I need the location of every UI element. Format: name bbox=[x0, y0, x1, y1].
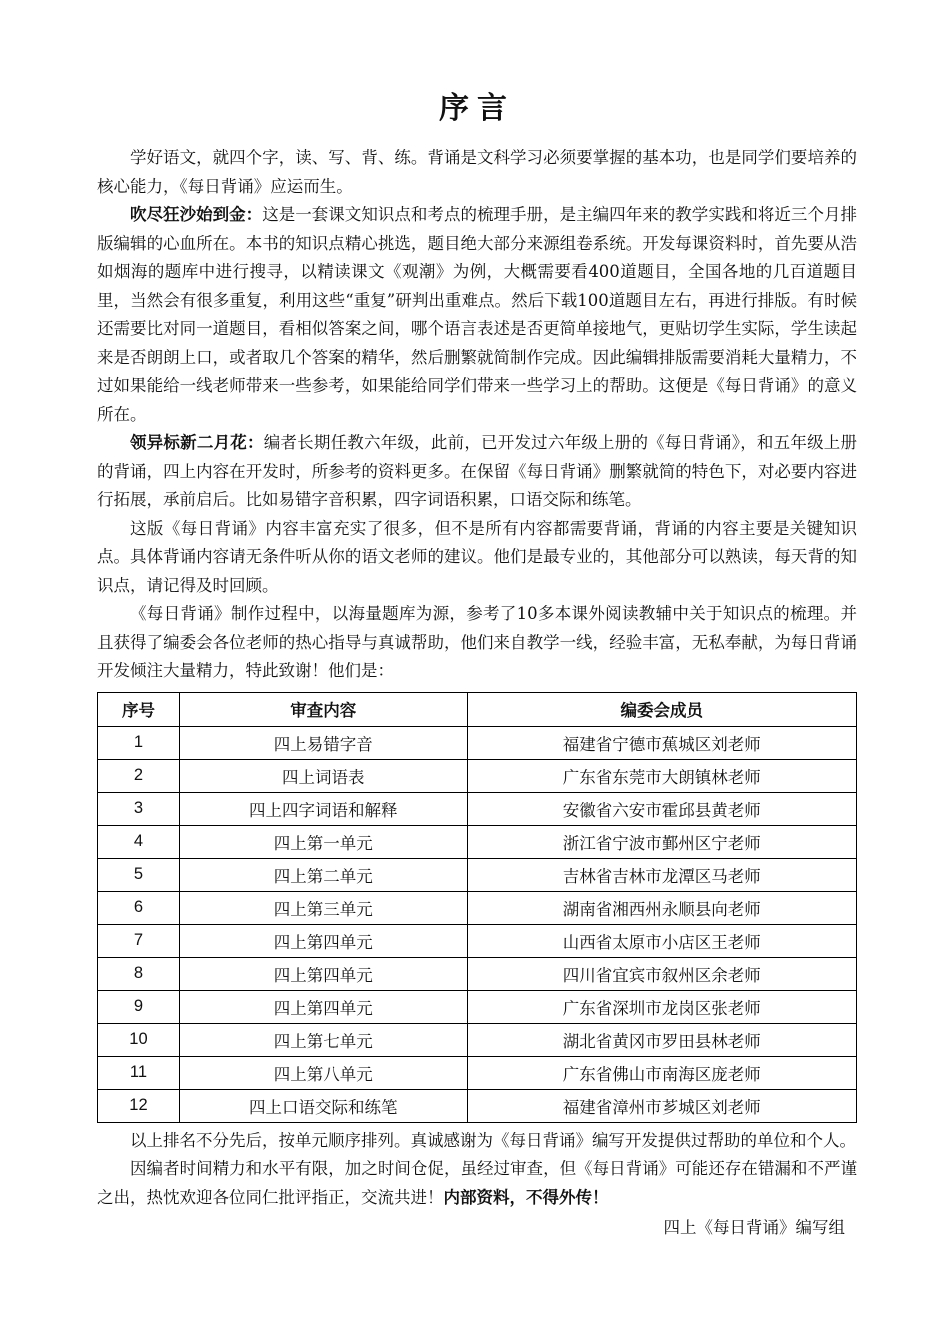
table-row bbox=[98, 1023, 857, 1056]
paragraph-innovation bbox=[97, 429, 857, 515]
committee-table bbox=[97, 692, 857, 1123]
table-row bbox=[98, 891, 857, 924]
paragraph-innovation-body: 编者长期任教六年级，此前，已开发过六年级上册的《每日背诵》，和五年级上册的背诵，四上内容在开发时，所参考的资料更多。在保留《每日背诵》删繁就简的特色下，对必要内容进行拓展，承前启后。比如易错字音积累，四字词语积累，口语交际和练笔。 bbox=[97, 433, 858, 509]
intro-paragraph: 学好语文，就四个字，读、写、背、练。背诵是文科学习必须要掌握的基本功，也是同学们要培养的核心能力，《每日背诵》应运而生。 bbox=[97, 148, 857, 196]
cell-member: 广东省深圳市龙岗区张老师 bbox=[467, 990, 856, 1023]
cell-index: 9 bbox=[98, 990, 180, 1023]
cell-member: 吉林省吉林市龙潭区马老师 bbox=[467, 858, 856, 891]
cell-content: 四上第四单元 bbox=[179, 957, 467, 990]
page-title: 序言 bbox=[439, 91, 515, 126]
cell-member: 湖南省湘西州永顺县向老师 bbox=[467, 891, 856, 924]
paragraph-origin bbox=[97, 201, 857, 429]
table-row bbox=[98, 990, 857, 1023]
cell-content: 四上第三单元 bbox=[179, 891, 467, 924]
cell-index: 12 bbox=[98, 1089, 180, 1122]
paragraph-thanks: 《每日背诵》制作过程中，以海量题库为源，参考了10多本课外阅读教辅中关于知识点的梳理。并且获得了编委会各位老师的热心指导与真诚帮助，他们来自教学一线，经验丰富，无私奉献，为每日背诵开发倾注大量精力，特此致谢！他们是： bbox=[97, 604, 857, 680]
header-content: 审查内容 bbox=[179, 692, 467, 726]
table-row bbox=[98, 858, 857, 891]
cell-content: 四上第二单元 bbox=[179, 858, 467, 891]
table-body bbox=[98, 726, 857, 1122]
table-row bbox=[98, 726, 857, 759]
cell-member: 福建省漳州市芗城区刘老师 bbox=[467, 1089, 856, 1122]
cell-index: 10 bbox=[98, 1023, 180, 1056]
cell-content: 四上易错字音 bbox=[179, 726, 467, 759]
paragraph-content-note: 这版《每日背诵》内容丰富充实了很多，但不是所有内容都需要背诵，背诵的内容主要是关键知识点。具体背诵内容请无条件听从你的语文老师的建议。他们是最专业的，其他部分可以熟读，每天背的知识点，请记得及时回顾。 bbox=[97, 518, 857, 595]
table-row bbox=[98, 825, 857, 858]
cell-content: 四上第八单元 bbox=[179, 1056, 467, 1089]
header-index: 序号 bbox=[98, 692, 180, 726]
cell-index: 5 bbox=[98, 858, 180, 891]
signature: 四上《每日背诵》编写组 bbox=[663, 1218, 845, 1237]
paragraph-order-note: 以上排名不分先后，按单元顺序排列。真诚感谢为《每日背诵》编写开发提供过帮助的单位和个人。 bbox=[130, 1130, 856, 1150]
table-row bbox=[98, 759, 857, 792]
cell-content: 四上词语表 bbox=[179, 759, 467, 792]
cell-member: 四川省宜宾市叙州区余老师 bbox=[467, 957, 856, 990]
paragraph-origin-lead: 吹尽狂沙始到金： bbox=[130, 205, 263, 224]
cell-index: 11 bbox=[98, 1056, 180, 1089]
paragraph-disclaimer-body: 因编者时间精力和水平有限，加之时间仓促，虽经过审查，但《每日背诵》可能还存在错漏和不严谨之出，热忱欢迎各位同仁批评指正，交流共进！ bbox=[97, 1159, 857, 1207]
paragraph-disclaimer bbox=[97, 1155, 857, 1212]
cell-index: 2 bbox=[98, 759, 180, 792]
cell-member: 湖北省黄冈市罗田县林老师 bbox=[467, 1023, 856, 1056]
cell-content: 四上第七单元 bbox=[179, 1023, 467, 1056]
cell-index: 3 bbox=[98, 792, 180, 825]
table-row bbox=[98, 924, 857, 957]
cell-member: 广东省东莞市大朗镇林老师 bbox=[467, 759, 856, 792]
cell-index: 1 bbox=[98, 726, 180, 759]
cell-index: 4 bbox=[98, 825, 180, 858]
cell-member: 福建省宁德市蕉城区刘老师 bbox=[467, 726, 856, 759]
cell-content: 四上第一单元 bbox=[179, 825, 467, 858]
table-row bbox=[98, 1056, 857, 1089]
document-page bbox=[97, 90, 857, 1242]
table-row bbox=[98, 1089, 857, 1122]
cell-content: 四上第四单元 bbox=[179, 924, 467, 957]
cell-index: 7 bbox=[98, 924, 180, 957]
table-header-row bbox=[98, 692, 857, 726]
cell-content: 四上第四单元 bbox=[179, 990, 467, 1023]
cell-index: 8 bbox=[98, 957, 180, 990]
paragraph-innovation-lead: 领异标新二月花： bbox=[130, 433, 264, 452]
header-member: 编委会成员 bbox=[467, 692, 856, 726]
cell-member: 安徽省六安市霍邱县黄老师 bbox=[467, 792, 856, 825]
table-row bbox=[98, 957, 857, 990]
cell-member: 广东省佛山市南海区庞老师 bbox=[467, 1056, 856, 1089]
cell-member: 浙江省宁波市鄞州区宁老师 bbox=[467, 825, 856, 858]
table-row bbox=[98, 792, 857, 825]
cell-index: 6 bbox=[98, 891, 180, 924]
cell-content: 四上口语交际和练笔 bbox=[179, 1089, 467, 1122]
internal-material-notice: 内部资料，不得外传！ bbox=[443, 1187, 609, 1207]
paragraph-origin-body: 这是一套课文知识点和考点的梳理手册，是主编四年来的教学实践和将近三个月排版编辑的心血所在。本书的知识点精心挑选，题目绝大部分来源组卷系统。开发每课资料时，首先要从浩如烟海的题库中进行搜寻，以精读课文《观潮》为例，大概需要看400道题目，全国各地的几百道题目里，当然会有很多重复，利用这些“重复”研判出重难点。然后下载100道题目左右，再进行排版。有时候还需要比对同一道题目，看相似答案之间，哪个语言表述是否更简单接地气，更贴切学生实际，学生读起来是否朗朗上口，或者取几个答案的精华，然后删繁就简制作完成。因此编辑排版需要消耗大量精力，不过如果能给一线老师带来一些参考，如果能给同学们带来一些学习上的帮助。这便是《每日背诵》的意义所在。 bbox=[97, 205, 858, 424]
cell-member: 山西省太原市小店区王老师 bbox=[467, 924, 856, 957]
cell-content: 四上四字词语和解释 bbox=[179, 792, 467, 825]
